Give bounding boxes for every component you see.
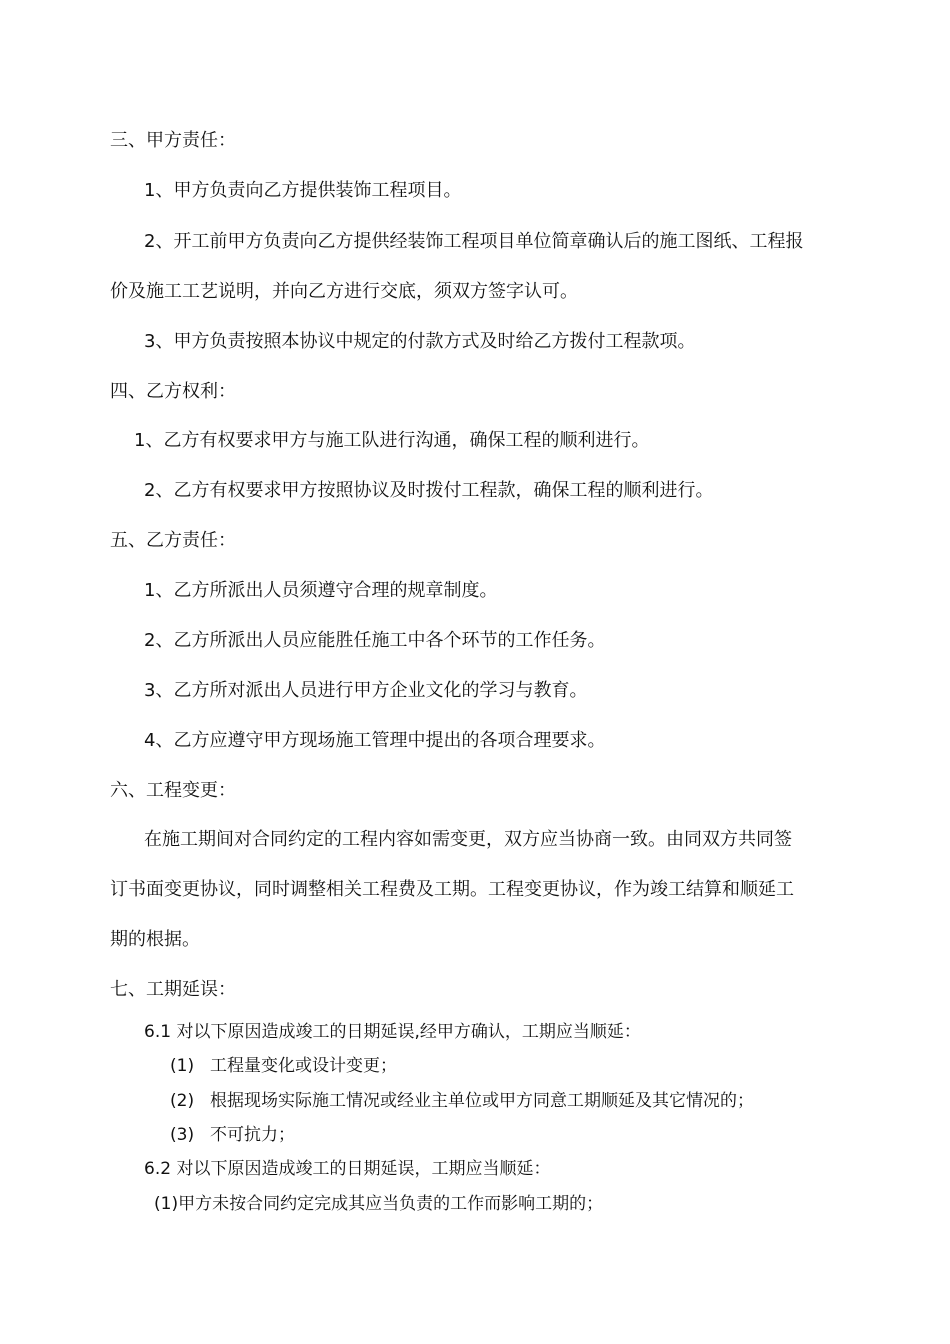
clause-3-1: 1、甲方负责向乙方提供装饰工程项目。 [144, 180, 462, 201]
list-item-number: (3) [170, 1125, 195, 1145]
list-item-number: (1) [170, 1056, 195, 1076]
clause-5-3: 3、乙方所对派出人员进行甲方企业文化的学习与教育。 [144, 680, 588, 701]
list-item [170, 1123, 295, 1147]
clause-3-2: 2、开工前甲方负责向乙方提供经装饰工程项目单位简章确认后的施工图纸、工程报 [144, 231, 804, 252]
clause-5-4: 4、乙方应遵守甲方现场施工管理中提出的各项合理要求。 [144, 730, 606, 751]
clause-5-2: 2、乙方所派出人员应能胜任施工中各个环节的工作任务。 [144, 630, 606, 651]
clause-7-6-2-item-1: (1)甲方未按合同约定完成其应当负责的工作而影响工期的； [154, 1194, 604, 1214]
list-item-text: 不可抗力； [210, 1125, 295, 1145]
clause-7-6-2: 6.2 对以下原因造成竣工的日期延误，工期应当顺延： [144, 1159, 551, 1179]
clause-4-1: 1、乙方有权要求甲方与施工队进行沟通，确保工程的顺利进行。 [134, 430, 650, 451]
clause-3-3: 3、甲方负责按照本协议中规定的付款方式及时给乙方拨付工程款项。 [144, 331, 696, 352]
section-heading-3: 三、甲方责任： [110, 130, 236, 151]
section-heading-5: 五、乙方责任： [110, 530, 236, 551]
list-item [170, 1089, 754, 1113]
list-item-text: 根据现场实际施工情况或经业主单位或甲方同意工期顺延及其它情况的； [210, 1091, 754, 1111]
clause-5-1: 1、乙方所派出人员须遵守合理的规章制度。 [144, 580, 498, 601]
clause-6-line-3: 期的根据。 [110, 929, 200, 950]
clause-3-2-cont: 价及施工工艺说明，并向乙方进行交底，须双方签字认可。 [110, 281, 578, 302]
list-item-number: (2) [170, 1091, 195, 1111]
section-heading-4: 四、乙方权利： [110, 381, 236, 402]
clause-7-6-1: 6.1 对以下原因造成竣工的日期延误,经甲方确认，工期应当顺延： [144, 1022, 641, 1042]
list-item [170, 1054, 397, 1078]
section-heading-6: 六、工程变更： [110, 780, 236, 801]
clause-4-2: 2、乙方有权要求甲方按照协议及时拨付工程款，确保工程的顺利进行。 [144, 480, 714, 501]
list-item-text: 工程量变化或设计变更； [210, 1056, 397, 1076]
clause-6-line-1: 在施工期间对合同约定的工程内容如需变更，双方应当协商一致。由同双方共同签 [144, 829, 792, 850]
clause-6-line-2: 订书面变更协议，同时调整相关工程费及工期。工程变更协议，作为竣工结算和顺延工 [110, 879, 794, 900]
section-heading-7: 七、工期延误： [110, 979, 236, 1000]
